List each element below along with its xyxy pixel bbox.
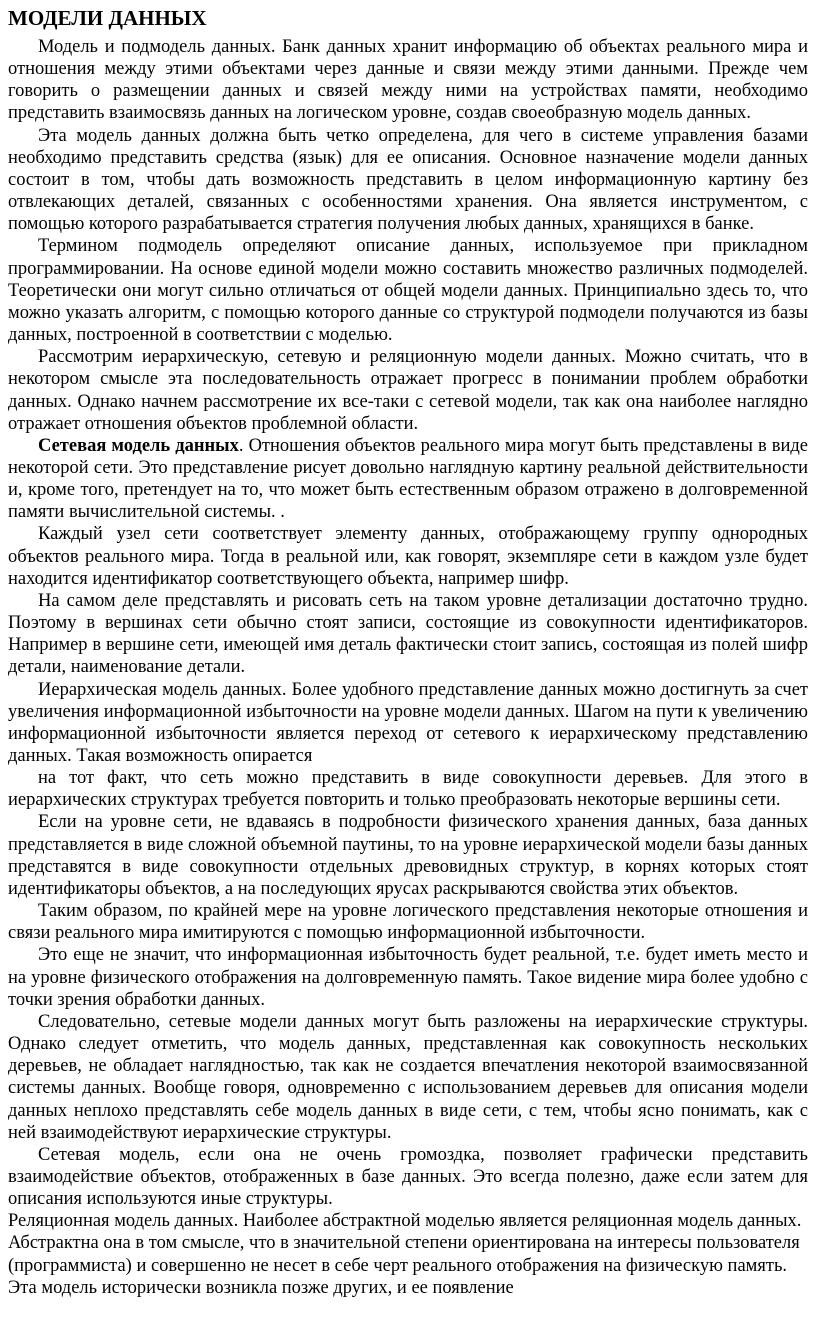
paragraph: на тот факт, что сеть можно представить в виде совокупности деревьев. Для этого в иерархических структурах требуется повторить и только преобразовать некоторые вершины сети.: [8, 768, 808, 811]
bold-lead-network-model: Сетевая модель данных: [38, 435, 239, 456]
paragraph: Каждый узел сети соответствует элементу данных, отображающему группу однородных объектов реального мира. Тогда в реальной или, как говорят, экземпляре сети в каждом узле будет находится идентификатор соответствующего объекта, например шифр.: [8, 524, 808, 589]
paragraph: [8, 435, 808, 524]
paragraph: Термином подмодель определяют описание данных, используемое при прикладном программировании. На основе единой модели можно составить множество различных подмоделей. Теоретически они могут сильно отличаться от общей модели данных. Принципиально здесь то, что можно указать алгоритм, с помощью которого данные со структурой подмодели получаются из базы данных, построенной в соответствии с моделью.: [8, 236, 808, 346]
paragraph: На самом деле представлять и рисовать сеть на таком уровне детализации достаточно трудно. Поэтому в вершинах сети обычно стоят записи, состоящие из совокупности идентификаторов. Например в вершине сети, имеющей имя деталь фактически стоит запись, состоящая из полей шифр детали, наименование детали.: [8, 590, 808, 678]
paragraph-text: . Отношения объектов реального мира могут быть представлены в виде некоторой сети. Это представление рисует довольно наглядную картину реальной действительности и, кроме того, претендует на то, что может быть естественным образом отражено в долговременной памяти вычислительной системы. .: [8, 435, 808, 523]
paragraph: Сетевая модель, если она не очень громоздка, позволяет графически представить взаимодействие объектов, отображенных в базе данных. Это всегда полезно, даже если затем для описания используются иные структуры.: [8, 1144, 808, 1210]
paragraph: Иерархическая модель данных. Более удобного представление данных можно достигнуть за счет увеличения информационной избыточности на уровне модели данных. Шагом на пути к увеличению информационной избыточности является переход от сетевого к иерархическому представлению данных. Такая возможность опирается: [8, 679, 808, 766]
paragraph: Следовательно, сетевые модели данных могут быть разложены на иерархические структуры. Однако следует отметить, что модель данных, представленная как совокупность нескольких деревьев, не обладает наглядностью, так как не создается впечатления некоторой взаимосвязанной системы данных. Вообще говоря, одновременно с использованием деревьев для описания модели данных неплохо представлять себе модель данных в виде сети, с тем, чтобы ясно понимать, как с ней взаимодействуют иерархические структуры.: [8, 1011, 808, 1143]
paragraph: Эта модель данных должна быть четко определена, для чего в системе управления базами необходимо представить средства (язык) для ее описания. Основное назначение модели данных состоит в том, чтобы дать возможность представить в целом информационную картину без отвлекающих деталей, связанных с особенностями хранения. Она является инструментом, с помощью которого разрабатывается стратегия получения любых данных, хранящихся в банке.: [8, 125, 808, 235]
paragraph: Это еще не значит, что информационная избыточность будет реальной, т.е. будет иметь место и на уровне физического отображения на долговременную память. Такое видение мира более удобно с точки зрения обработки данных.: [8, 945, 808, 1010]
paragraph: Если на уровне сети, не вдаваясь в подробности физического хранения данных, база данных представляется в виде сложной объемной паутины, то на уровне иерархической модели базы данных представятся в виде совокупности отдельных древовидных структур, в корнях которых стоят идентификаторы объектов, а на последующих ярусах раскрываются свойства этих объектов.: [8, 812, 808, 899]
page-title: МОДЕЛИ ДАННЫХ: [8, 6, 207, 30]
paragraph: Модель и подмодель данных. Банк данных хранит информацию об объектах реального мира и отношения между этими объектами через данные и связи между этими данными. Прежде чем говорить о размещении данных и связей между ними на устройствах памяти, необходимо представить взаимосвязь данных на логическом уровне, создав своеобразную модель данных.: [8, 37, 808, 124]
paragraph: Таким образом, по крайней мере на уровне логического представления некоторые отношения и связи реального мира имитируются с помощью информационной избыточности.: [8, 901, 808, 944]
paragraph: Реляционная модель данных. Наиболее абстрактной моделью является реляционная модель данных. Абстрактна она в том смысле, что в значительной степени ориентирована на интересы пользователя (программиста) и совершенно не несет в себе черт реального отображения на физическую память. Эта модель исторически возникла позже других, и ее появление: [8, 1211, 802, 1298]
paragraph: Рассмотрим иерархическую, сетевую и реляционную модели данных. Можно считать, что в некотором смысле эта последовательность отражает прогресс в понимании проблем обработки данных. Однако начнем рассмотрение их все-таки с сетевой модели, так как она наиболее наглядно отражает отношения объектов проблемной области.: [8, 347, 808, 434]
